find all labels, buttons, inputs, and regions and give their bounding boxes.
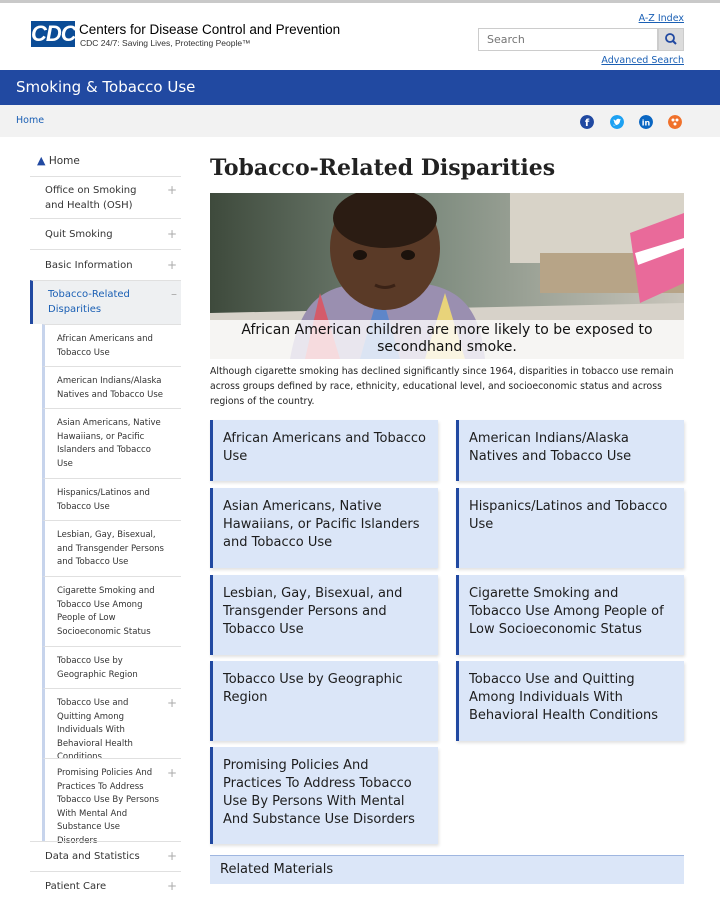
sidebar-subitem-label: Hispanics/Latinos and Tobacco Use [57,488,150,512]
linkedin-icon[interactable] [639,115,653,129]
sidebar-item-label: Basic Information [45,260,133,271]
card-african-americans[interactable] [210,420,438,481]
page-title: Tobacco-Related Disparities [210,155,556,181]
site-header [0,0,720,70]
sidebar-subitem-label: Asian Americans, Native Hawaiians, or Pacific Islanders and Tobacco Use [57,418,161,469]
sidebar-item-label: Patient Care [45,881,107,892]
org-tagline: CDC 24/7: Saving Lives, Protecting People™ [80,38,251,48]
card-policies[interactable] [210,747,438,844]
expand-icon[interactable]: + [166,696,177,710]
topic-title[interactable]: Smoking & Tobacco Use [16,78,196,96]
left-nav [30,146,181,901]
az-index-link[interactable]: A-Z Index [638,13,684,24]
card-behavioral-health[interactable] [456,661,684,741]
syndicate-icon[interactable] [668,115,682,129]
advanced-search-link[interactable]: Advanced Search [601,55,684,66]
breadcrumb [0,105,720,137]
sidebar-subitem-label: Lesbian, Gay, Bisexual, and Transgender Persons and Tobacco Use [57,530,164,567]
expand-icon[interactable]: + [166,879,177,893]
card-label: American Indians/Alaska Natives and Tobacco Use [469,431,632,464]
expand-icon[interactable]: + [166,849,177,863]
search-button[interactable] [658,28,684,51]
sidebar-subitem[interactable] [42,324,181,366]
sidebar-subitem[interactable] [42,408,181,478]
collapse-icon[interactable]: – [171,287,177,301]
svg-text:in: in [641,118,651,128]
card-low-ses[interactable] [456,575,684,655]
sidebar-item-quit[interactable] [30,218,181,249]
sidebar-subitem[interactable] [42,758,181,846]
sidebar-subitem[interactable] [42,576,181,646]
sidebar-subitem[interactable] [42,520,181,576]
svg-text:f: f [584,118,590,129]
sidebar-item-label: Quit Smoking [45,229,113,240]
sidebar-subitem-label: Tobacco Use and Quitting Among Individuals With Behavioral Health Conditions [57,698,133,762]
home-icon: ▲ [37,154,46,167]
sidebar-subitem-label: Cigarette Smoking and Tobacco Use Among People of Low Socioeconomic Status [57,586,155,637]
sidebar-subitem[interactable] [42,366,181,408]
card-label: Lesbian, Gay, Bisexual, and Transgender Persons and Tobacco Use [223,586,403,637]
sidebar-subitem[interactable] [42,478,181,520]
card-label: Tobacco Use and Quitting Among Individuals With Behavioral Health Conditions [469,672,659,723]
expand-icon[interactable]: + [166,766,177,780]
search-input[interactable] [478,28,658,51]
sidebar-item-label: Office on Smoking and Health (OSH) [45,185,137,211]
sidebar-subitem-label: Promising Policies And Practices To Address Tobacco Use By Persons With Mental And Substance Use Disorders [57,768,159,846]
twitter-icon[interactable] [610,115,624,129]
card-label: Promising Policies And Practices To Address Tobacco Use By Persons With Mental And Substance Use Disorders [223,758,415,827]
related-materials-header[interactable]: Related Materials [210,855,684,884]
sidebar-item-label: Data and Statistics [45,851,140,862]
card-label: African Americans and Tobacco Use [223,431,426,464]
sidebar-subitem[interactable] [42,646,181,688]
card-label: Tobacco Use by Geographic Region [223,672,403,705]
sidebar-item-patient[interactable] [30,871,181,901]
sidebar-item-disparities[interactable] [30,280,181,324]
sidebar-item-label: Tobacco-Related Disparities [48,289,130,315]
sidebar-item-data[interactable] [30,841,181,871]
sidebar-home-label: Home [48,155,80,167]
sidebar-subitem-label: Tobacco Use by Geographic Region [57,656,138,680]
facebook-icon[interactable] [580,115,594,129]
card-hispanics[interactable] [456,488,684,568]
sidebar-item-basic[interactable] [30,249,181,280]
card-label: Asian Americans, Native Hawaiians, or Pacific Islanders and Tobacco Use [223,499,420,550]
topic-banner [0,70,720,105]
hero-caption: African American children are more likely to be exposed to secondhand smoke. [210,320,684,359]
cdc-logo[interactable]: CDC [31,21,76,46]
sidebar-item-osh[interactable] [30,176,181,218]
expand-icon[interactable]: + [166,183,177,197]
card-label: Cigarette Smoking and Tobacco Use Among People of Low Socioeconomic Status [469,586,664,637]
breadcrumb-home[interactable]: Home [16,115,45,126]
card-american-indians[interactable] [456,420,684,481]
card-lgbt[interactable] [210,575,438,655]
sidebar-subitem-label: American Indians/Alaska Natives and Tobacco Use [57,376,164,400]
card-asian-americans[interactable] [210,488,438,568]
sidebar-subitem[interactable] [42,688,181,762]
org-name[interactable]: Centers for Disease Control and Prevention [79,22,341,37]
sidebar-subitem-label: African Americans and Tobacco Use [57,334,153,358]
expand-icon[interactable]: + [166,258,177,272]
intro-paragraph: Although cigarette smoking has declined significantly since 1964, disparities in tobacco use remain across groups defined by race, ethnicity, educational level, and socioeconomic status and across regions of the country. [210,366,674,407]
card-label: Hispanics/Latinos and Tobacco Use [469,499,668,532]
card-geographic[interactable] [210,661,438,741]
search-icon [659,29,683,50]
sidebar-home[interactable] [30,146,181,176]
expand-icon[interactable]: + [166,227,177,241]
